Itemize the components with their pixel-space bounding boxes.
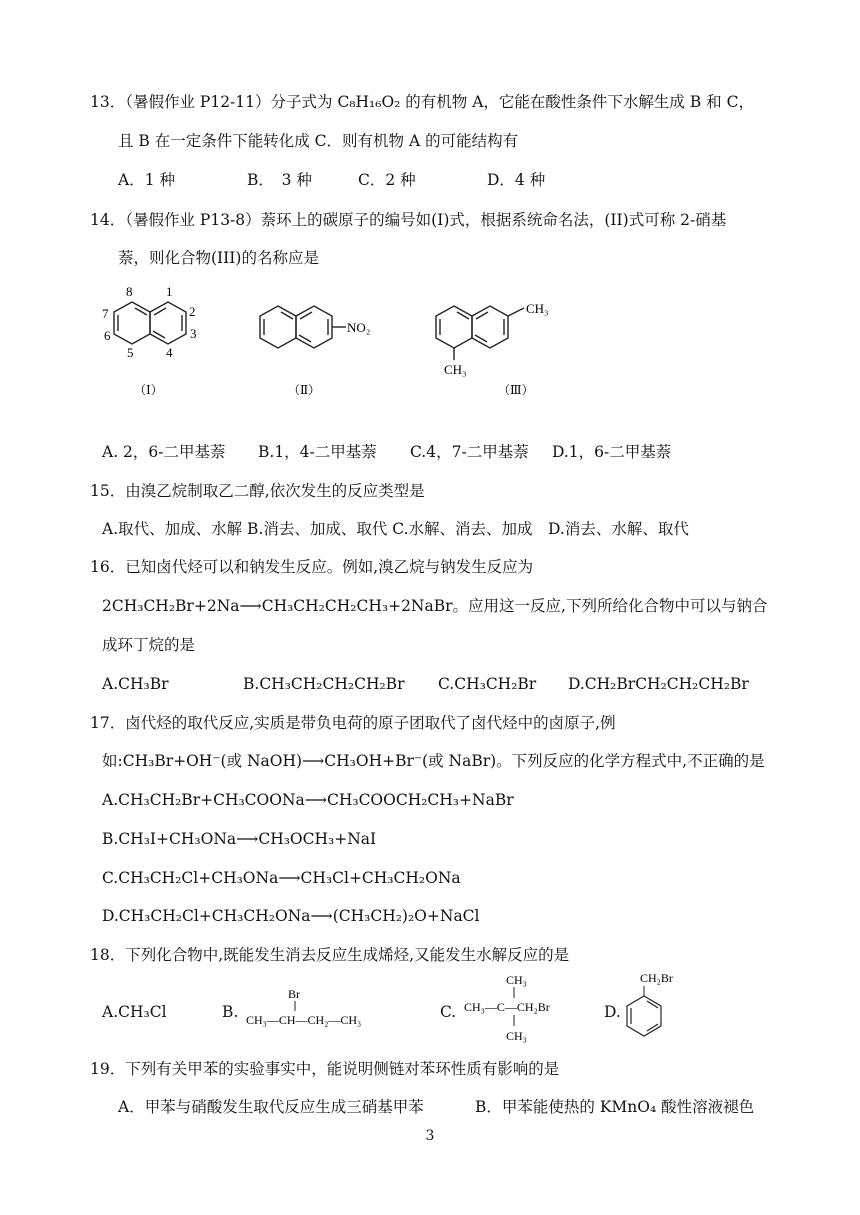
q16-line2: 2CH₃CH₂Br+2Na⟶CH₃CH₂CH₂CH₃+2NaBr。应用这一反应,下列所给化合物中可以与钠合 (102, 597, 768, 615)
q18-option-b-structure (244, 984, 404, 1030)
q17-option-a: A.CH₃CH₂Br+CH₃COONa⟶CH₃COOCH₂CH₃+NaBr (102, 791, 514, 809)
figure-ii-caption: （Ⅱ） (288, 383, 321, 397)
q13-line1: 13．（暑假作业 P12-11）分子式为 C₈H₁₆O₂ 的有机物 A，它能在酸性条件下水解生成 B 和 C， (90, 93, 754, 111)
q16-option-c: C.CH₃CH₂Br (438, 675, 537, 693)
q18-option-c-structure (462, 968, 592, 1048)
q18-b-bromine: Br (288, 987, 300, 1001)
q14-line2: 萘，则化合物(III)的名称应是 (118, 249, 319, 267)
q16-option-a: A.CH₃Br (102, 675, 169, 693)
q16-line1: 16．已知卤代烃可以和钠发生反应。例如,溴乙烷与钠发生反应为 (90, 558, 534, 576)
q14-option-c: C.4，7-二甲基萘 (410, 443, 529, 461)
naphthalene-number-8: 8 (126, 284, 133, 299)
q18-option-d-label: D. (604, 1003, 621, 1021)
naphthalene-number-4: 4 (166, 345, 173, 360)
q17-line1: 17．卤代烃的取代反应,实质是带负电荷的原子团取代了卤代烃中的卤原子,例 (90, 714, 616, 732)
naphthalene-number-2: 2 (189, 304, 196, 319)
q16-option-d: D.CH₂BrCH₂CH₂CH₂Br (568, 675, 749, 693)
q15-line1: 15．由溴乙烷制取乙二醇,依次发生的反应类型是 (90, 482, 425, 500)
q18-d-substituent: CH₂Br (640, 971, 673, 985)
q13-option-c: C．2 种 (358, 171, 416, 189)
q13-option-d: D．4 种 (487, 171, 546, 189)
q19-line1: 19．下列有关甲苯的实验事实中，能说明侧链对苯环性质有影响的是 (90, 1060, 560, 1078)
q14-option-d: D.1，6-二甲基萘 (552, 443, 672, 461)
q18-line1: 18．下列化合物中,既能发生消去反应生成烯烃,又能发生水解反应的是 (90, 946, 570, 964)
nitronaphthalene-figure (250, 282, 390, 402)
q14-option-b: B.1，4-二甲基萘 (258, 443, 377, 461)
q18-c-top-methyl: CH₃ (506, 973, 527, 987)
q13-line2: 且 B 在一定条件下能转化成 C．则有机物 A 的可能结构有 (118, 132, 519, 150)
q18-c-bottom-methyl: CH₃ (506, 1029, 527, 1043)
naphthalene-numbered-figure (100, 282, 210, 402)
q16-line3: 成环丁烷的是 (102, 636, 196, 654)
naphthalene-number-5: 5 (127, 345, 134, 360)
q13-option-a: A．1 种 (118, 171, 175, 189)
nitro-group-label: NO₂ (347, 320, 371, 335)
q13-option-b: B． 3 种 (247, 171, 312, 189)
naphthalene-number-1: 1 (166, 284, 173, 299)
q17-option-c: C.CH₃CH₂Cl+CH₃ONa⟶CH₃Cl+CH₃CH₂ONa (102, 869, 461, 887)
q18-option-a: A.CH₃Cl (102, 1003, 167, 1021)
q14-option-a: A. 2，6-二甲基萘 (102, 443, 226, 461)
naphthalene-number-6: 6 (104, 328, 111, 343)
figure-i-caption: （Ⅰ） (134, 383, 163, 397)
naphthalene-number-3: 3 (190, 326, 197, 341)
dimethylnaphthalene-figure (420, 282, 580, 402)
methyl-top-label: CH₃ (526, 301, 549, 316)
q18-c-chain: CH₃—C—CH₂Br (464, 1000, 550, 1014)
figure-iii-caption: （Ⅲ） (498, 383, 534, 397)
q18-option-d-structure (618, 966, 698, 1052)
q15-options: A.取代、加成、水解 B.消去、加成、取代 C.水解、消去、加成 D.消去、水解、取代 (102, 520, 689, 538)
methyl-bottom-label: CH₃ (444, 362, 467, 377)
q17-option-d: D.CH₃CH₂Cl+CH₃CH₂ONa⟶(CH₃CH₂)₂O+NaCl (102, 907, 480, 925)
q18-option-b-label: B. (222, 1003, 239, 1021)
q17-option-b: B.CH₃I+CH₃ONa⟶CH₃OCH₃+NaI (102, 830, 377, 848)
q14-line1: 14．（暑假作业 P13-8）萘环上的碳原子的编号如(I)式，根据系统命名法，(II)式可称 2-硝基 (90, 211, 727, 229)
naphthalene-number-7: 7 (102, 306, 109, 321)
page-number: 3 (425, 1128, 435, 1144)
q18-b-chain: CH₃—CH—CH₂—CH₃ (246, 1013, 362, 1027)
q16-option-b: B.CH₃CH₂CH₂CH₂Br (243, 675, 405, 693)
q17-line2: 如:CH₃Br+OH⁻(或 NaOH)⟶CH₃OH+Br⁻(或 NaBr)。下列反应的化学方程式中,不正确的是 (102, 752, 765, 770)
q19-option-a: A．甲苯与硝酸发生取代反应生成三硝基甲苯 (118, 1098, 424, 1116)
q19-option-b: B．甲苯能使热的 KMnO₄ 酸性溶液褪色 (475, 1098, 755, 1116)
q18-option-c-label: C. (440, 1003, 457, 1021)
